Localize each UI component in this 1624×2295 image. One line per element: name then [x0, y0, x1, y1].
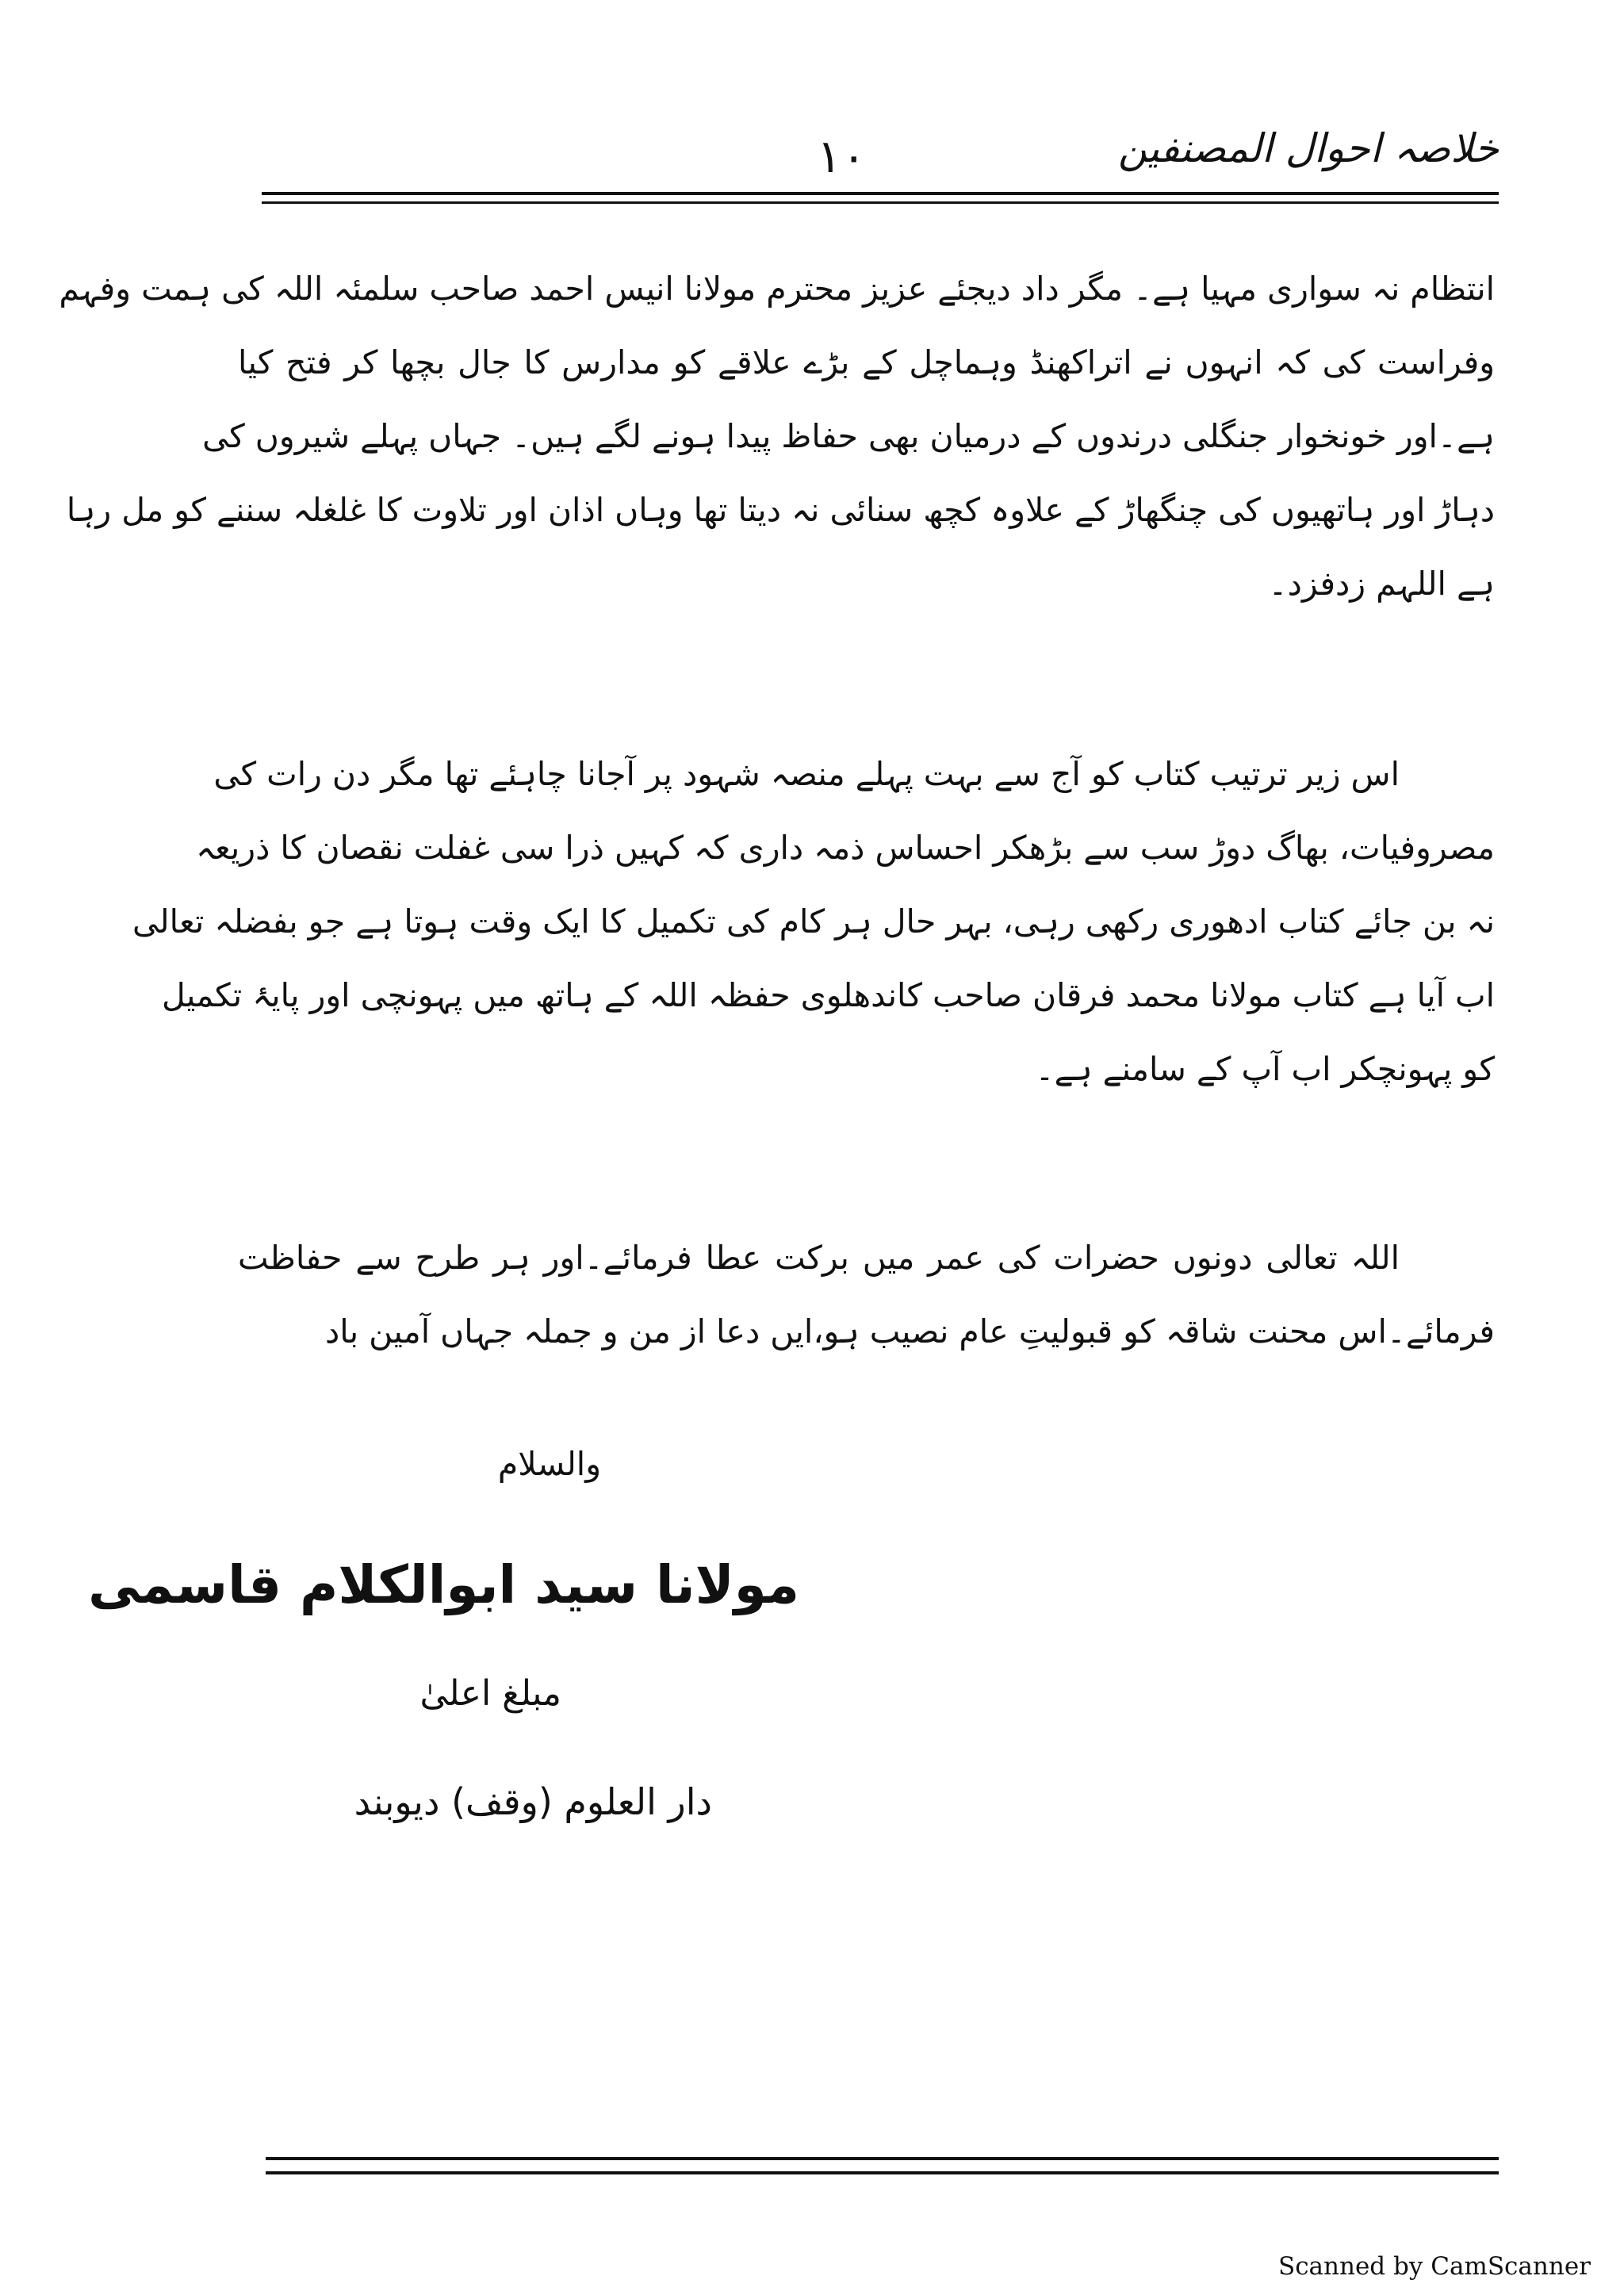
text-line: ہے اللہم زدفزد۔ [1268, 565, 1495, 603]
text-line: نہ بن جائے کتاب ادھوری رکھی رہی، بہر حال ہر کام کی تکمیل کا ایک وقت ہوتا ہے جو بفضلہ تعالی [132, 902, 1495, 941]
text-line: وفراست کی کہ انہوں نے اتراکھنڈ وہماچل کے بڑے علاقے کو مدارس کا جال بچھا کر فتح کیا [238, 343, 1495, 381]
text-line: دہاڑ اور ہاتھیوں کی چنگھاڑ کے علاوہ کچھ سنائی نہ دیتا تھا وہاں اذان اور تلاوت کا غلغلہ سننے کو مل رہا [66, 491, 1495, 529]
body-text [59, 252, 1495, 621]
paragraph-2 [132, 738, 1495, 1106]
text-line: فرمائے۔اس محنت شاقہ کو قبولیتِ عام نصیب ہو،ایں دعا از من و جملہ جہاں آمین باد [324, 1312, 1495, 1351]
paragraph-1 [59, 252, 1495, 621]
text-line: اب آیا ہے کتاب مولانا محمد فرقان صاحب کاندھلوی حفظہ اللہ کے ہاتھ میں پہونچی اور پایۂ تکمیل [162, 976, 1495, 1014]
page-number: ۱۰ [817, 129, 867, 183]
body-text [238, 1221, 1495, 1369]
text-line: ہے۔اور خونخوار جنگلی درندوں کے درمیان بھی حفاظ پیدا ہونے لگے ہیں۔ جہاں پہلے شیروں کی [202, 417, 1495, 455]
header-rule-top [262, 192, 1499, 195]
footer-rule-bottom [266, 2171, 1499, 2174]
salutation: والسلام [497, 1445, 601, 1483]
text-line: مصروفیات، بھاگ دوڑ سب سے بڑھکر احساس ذمہ داری کہ کہیں ذرا سی غفلت نقصان کا ذریعہ [196, 829, 1495, 867]
running-title: خلاصہ احوال المصنفین [1117, 125, 1499, 171]
body-text [132, 738, 1495, 1106]
signatory-institution: دار العلوم (وقف) دیوبند [354, 1780, 712, 1823]
text-line: انتظام نہ سواری مہیا ہے۔ مگر داد دیجئے عزیز محترم مولانا انیس احمد صاحب سلمئہ اللہ کی ہمت وفہم [59, 270, 1495, 308]
scanner-watermark: Scanned by CamScanner [1277, 2252, 1591, 2281]
signatory-name: مولانا سید ابوالکلام قاسمی [88, 1554, 799, 1615]
text-line: اس زیر ترتیب کتاب کو آج سے بہت پہلے منصہ شہود پر آجانا چاہئے تھا مگر دن رات کی [213, 755, 1400, 793]
text-line: اللہ تعالی دونوں حضرات کی عمر میں برکت عطا فرمائے۔اور ہر طرح سے حفاظت [238, 1239, 1400, 1277]
paragraph-3 [238, 1221, 1495, 1369]
footer-rule-top [266, 2157, 1499, 2160]
text-line: کو پہونچکر اب آپ کے سامنے ہے۔ [1035, 1050, 1495, 1088]
signatory-role: مبلغ اعلیٰ [419, 1673, 561, 1714]
header-rule-bottom [262, 201, 1499, 204]
